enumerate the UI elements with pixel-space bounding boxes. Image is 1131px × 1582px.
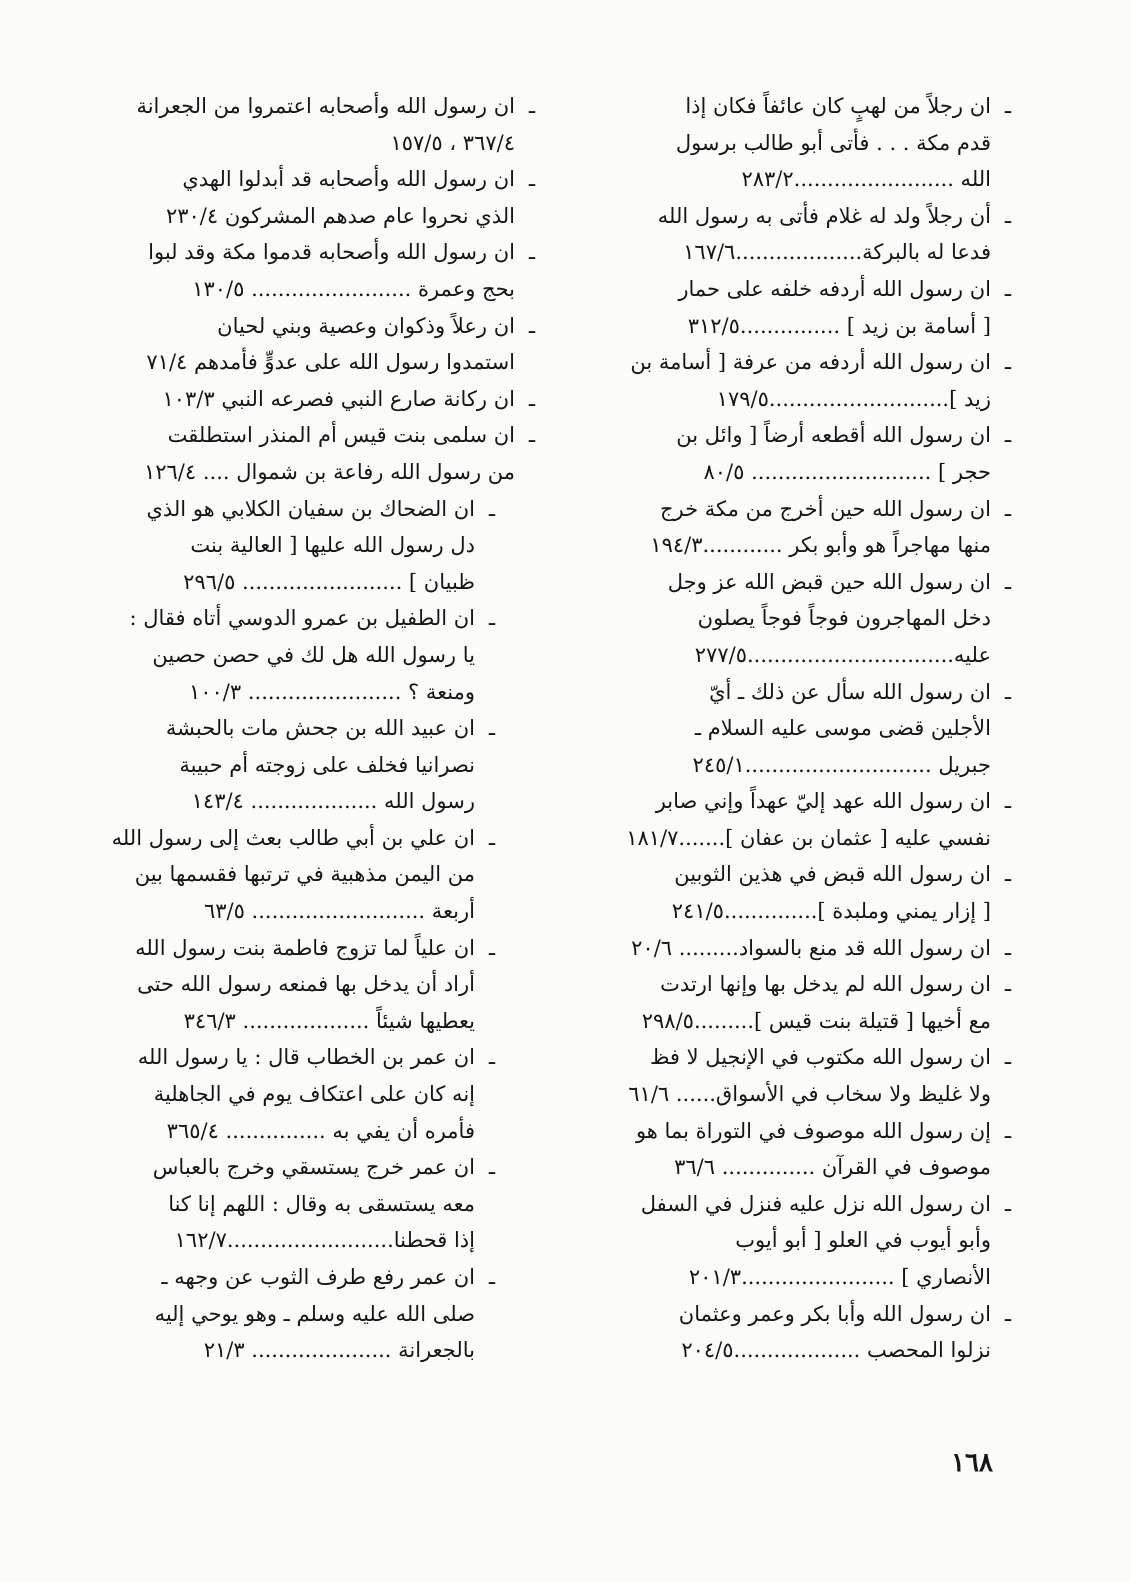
entry-line: ان سلمى بنت قيس أم المنذر استطلقت (167, 423, 515, 448)
entry-dash: ـ (528, 167, 535, 192)
entry-line: دخل المهاجرون فوجاً فوجاً يصلون (697, 606, 991, 631)
entry-line: ان رسول الله وأصحابه قد أبدلوا الهدي (182, 167, 515, 192)
left-index-entry (107, 1149, 497, 1259)
entry-line: حجر ] ........................... ٨٠/٥ (703, 459, 991, 484)
right-index-entry (621, 344, 1013, 417)
right-index-entry (621, 1296, 1013, 1369)
entry-dash: ـ (1004, 1301, 1011, 1326)
entry-line: فدعا له بالبركة...................١٦٧/٦ (683, 240, 991, 265)
entry-dash: ـ (528, 240, 535, 265)
entry-dash: ـ (1004, 1191, 1011, 1216)
entry-line: زيد ]...........................١٧٩/٥ (716, 386, 991, 411)
entry-line: ان رسول الله نزل عليه فنزل في السفل (640, 1191, 991, 1216)
right-index-entry (621, 783, 1013, 856)
right-index-entry (621, 564, 1013, 674)
entry-line: ان الطفيل بن عمرو الدوسي أتاه فقال : (129, 606, 475, 631)
entry-dash: ـ (1004, 679, 1011, 704)
entry-line: رسول الله ................... ١٤٣/٤ (191, 789, 475, 814)
right-index-entry (621, 930, 1013, 967)
right-index-entry (621, 198, 1013, 271)
index-column-right (621, 88, 1013, 1369)
entry-line: بالجعرانة ..................... ٢١/٣ (203, 1338, 475, 1363)
entry-line: ان رسول الله أقطعه أرضاً [ وائل بن (676, 423, 991, 448)
entry-line: ان رسول الله مكتوب في الإنجيل لا فظ (649, 1045, 991, 1070)
entry-line: قدم مكة . . . فأتى أبو طالب برسول (675, 130, 991, 155)
entry-dash: ـ (1004, 1045, 1011, 1070)
right-index-entry (621, 271, 1013, 344)
entry-line: الأجلين قضى موسى عليه السلام ـ (694, 716, 991, 741)
entry-dash: ـ (488, 716, 495, 741)
right-index-entry (621, 674, 1013, 784)
entry-dash: ـ (1004, 276, 1011, 301)
left-index-entry (107, 381, 537, 418)
entry-line: ان رسول الله وأصحابه قدموا مكة وقد لبوا (148, 240, 515, 265)
entry-line: دل رسول الله عليها [ العالية بنت (190, 533, 475, 558)
right-index-entry (621, 88, 1013, 198)
entry-line: ظبيان ] ........................ ٢٩٦/٥ (183, 569, 475, 594)
entry-dash: ـ (1004, 496, 1011, 521)
left-index-entry (107, 161, 537, 234)
entry-line: ان عبيد الله بن جحش مات بالحبشة (165, 716, 475, 741)
entry-line: يا رسول الله هل لك في حصن حصين (152, 642, 475, 667)
left-index-entry (107, 930, 497, 1040)
entry-line: نزلوا المحصب ...................٢٠٤/٥ (681, 1338, 991, 1363)
entry-line: الأنصاري ] .......................٢٠١/٣ (688, 1265, 991, 1289)
entry-dash: ـ (528, 313, 535, 338)
entry-line: من رسول الله رفاعة بن شموال .... ١٢٦/٤ (143, 459, 515, 484)
index-column-left (107, 88, 537, 1369)
entry-line: أن رجلاً ولد له غلام فأتى به رسول الله (657, 203, 991, 228)
entry-dash: ـ (528, 423, 535, 448)
entry-line: نفسي عليه [ عثمان بن عفان ].......١٨١/٧ (626, 825, 991, 850)
right-index-entry (621, 856, 1013, 929)
entry-line: يعطيها شيئاً ................... ٣٤٦/٣ (183, 1008, 475, 1033)
entry-line: الله ........................٢٨٣/٢ (741, 167, 991, 192)
page-number: ١٦٨ (951, 1448, 993, 1478)
right-index-entry (621, 417, 1013, 490)
entry-line: إن رسول الله موصوف في التوراة بما هو (635, 1118, 991, 1143)
entry-line: ان رسول الله قد منع بالسواد......... ٢٠/٦ (631, 935, 991, 960)
left-index-entry (107, 820, 497, 930)
entry-line: أراد أن يدخل بها فمنعه رسول الله حتى (137, 972, 475, 997)
left-index-entry (107, 88, 537, 161)
entry-line: ان علي بن أبي طالب بعث إلى رسول الله (111, 825, 475, 850)
entry-line: الذي نحروا عام صدهم المشركون ٢٣٠/٤ (165, 203, 515, 228)
left-index-entry (107, 600, 497, 710)
left-index-entry (107, 417, 537, 490)
entry-line: نصرانيا فخلف على زوجته أم حبيبة (179, 752, 475, 777)
entry-dash: ـ (1004, 935, 1011, 960)
entry-line: مع أخيها [ قتيلة بنت قيس ].........٢٩٨/٥ (641, 1008, 991, 1033)
entry-line: ولا غليظ ولا سخاب في الأسواق...... ٦١/٦ (628, 1082, 991, 1107)
entry-line: [ أسامة بن زيد ] ...............٣١٢/٥ (687, 313, 991, 338)
left-index-entry (107, 1039, 497, 1149)
entry-dash: ـ (1004, 350, 1011, 375)
entry-line: معه يستسقى به وقال : اللهم إنا كنا (168, 1191, 475, 1216)
entry-line: ان رسول الله لم يدخل بها وإنها ارتدت (660, 972, 991, 997)
entry-dash: ـ (488, 1155, 495, 1180)
entry-line: ان عمر بن الخطاب قال : يا رسول الله (137, 1045, 475, 1070)
left-index-entry (107, 710, 497, 820)
entry-dash: ـ (1004, 789, 1011, 814)
entry-dash: ـ (1004, 94, 1011, 118)
right-index-entry (621, 1186, 1013, 1296)
entry-line: ان رسول الله وأصحابه اعتمروا من الجعرانة (136, 94, 515, 118)
entry-line: ان رسول الله وأبا بكر وعمر وعثمان (678, 1301, 991, 1326)
entry-line: صلى الله عليه وسلم ـ وهو يوحي إليه (154, 1301, 475, 1326)
entry-line: بحج وعمرة ........................ ١٣٠/٥ (192, 276, 515, 301)
entry-dash: ـ (488, 1045, 495, 1070)
entry-line: ان رسول الله قبض في هذين الثوبين (674, 862, 991, 887)
left-index-entry (107, 491, 497, 601)
right-index-entry (621, 966, 1013, 1039)
entry-dash: ـ (1004, 862, 1011, 887)
entry-line: ان رعلاً وذكوان وعصية وبني لحيان (217, 313, 515, 338)
entry-dash: ـ (528, 386, 535, 411)
entry-line: إذا قحطنا.........................١٦٢/٧ (174, 1228, 475, 1253)
entry-line: منها مهاجراً هو وأبو بكر ............١٩٤/٣ (650, 533, 991, 558)
entry-line: إنه كان على اعتكاف يوم في الجاهلية (153, 1082, 475, 1107)
entry-dash: ـ (528, 94, 535, 118)
left-index-entry (107, 308, 537, 381)
entry-dash: ـ (488, 496, 495, 521)
right-index-entry (621, 1113, 1013, 1186)
entry-dash: ـ (1004, 1118, 1011, 1143)
right-index-entry (621, 1039, 1013, 1112)
entry-line: ان الضحاك بن سفيان الكلابي هو الذي (146, 496, 475, 521)
entry-dash: ـ (1004, 203, 1011, 228)
entry-dash: ـ (488, 935, 495, 960)
entry-dash: ـ (488, 825, 495, 850)
left-index-entry (107, 234, 537, 307)
entry-line: ان رسول الله أردفه من عرفة [ أسامة بن (630, 350, 991, 375)
entry-line: وأبو أيوب في العلو [ أبو أيوب (735, 1228, 991, 1253)
entry-dash: ـ (1004, 423, 1011, 448)
entry-line: عليه...............................٢٧٧/٥ (694, 642, 991, 667)
entry-line: ان عمر خرج يستسقي وخرج بالعباس (152, 1155, 475, 1180)
entry-line: موصوف في القرآن .............. ٣٦/٦ (674, 1155, 991, 1180)
entry-line: ان ركانة صارع النبي فصرعه النبي ١٠٣/٣ (162, 386, 515, 411)
entry-line: ان عمر رفع طرف الثوب عن وجهه ـ (161, 1265, 475, 1289)
entry-line: ان رسول الله أردفه خلفه على حمار (678, 276, 991, 301)
entry-line: ٣٦٧/٤ ، ١٥٧/٥ (390, 130, 515, 155)
entry-line: ان رسول الله سأل عن ذلك ـ أيّ (709, 679, 991, 704)
entry-line: من اليمن مذهبية في ترتبها فقسمها بين (134, 862, 475, 887)
entry-line: ومنعة ؟ ....................... ١٠٠/٣ (188, 679, 475, 704)
entry-line: ان رسول الله حين أخرج من مكة خرج (660, 496, 991, 521)
entry-line: ان رسول الله عهد إليّ عهداً وإني صابر (655, 789, 991, 814)
left-index-entry (107, 1259, 497, 1369)
entry-dash: ـ (1004, 569, 1011, 594)
entry-line: ان رسول الله حين قبض الله عز وجل (667, 569, 991, 594)
entry-line: ان رجلاً من لهبٍ كان عائفاً فكان إذا (685, 94, 991, 118)
entry-line: أربعة .......................... ٦٣/٥ (203, 899, 475, 924)
entry-line: [ إزار يمني وملبدة ]..............٢٤١/٥ (671, 899, 991, 924)
right-index-entry (621, 491, 1013, 564)
entry-dash: ـ (1004, 972, 1011, 997)
entry-line: فأمره أن يفي به ............... ٣٦٥/٤ (166, 1118, 475, 1143)
entry-line: استمدوا رسول الله على عدوٍّ فأمدهم ٧١/٤ (146, 350, 515, 375)
entry-line: ان علياً لما تزوج فاطمة بنت رسول الله (135, 935, 475, 960)
entry-dash: ـ (488, 606, 495, 631)
entry-line: جبريل ............................٢٤٥/١ (692, 752, 991, 777)
entry-dash: ـ (488, 1265, 495, 1289)
